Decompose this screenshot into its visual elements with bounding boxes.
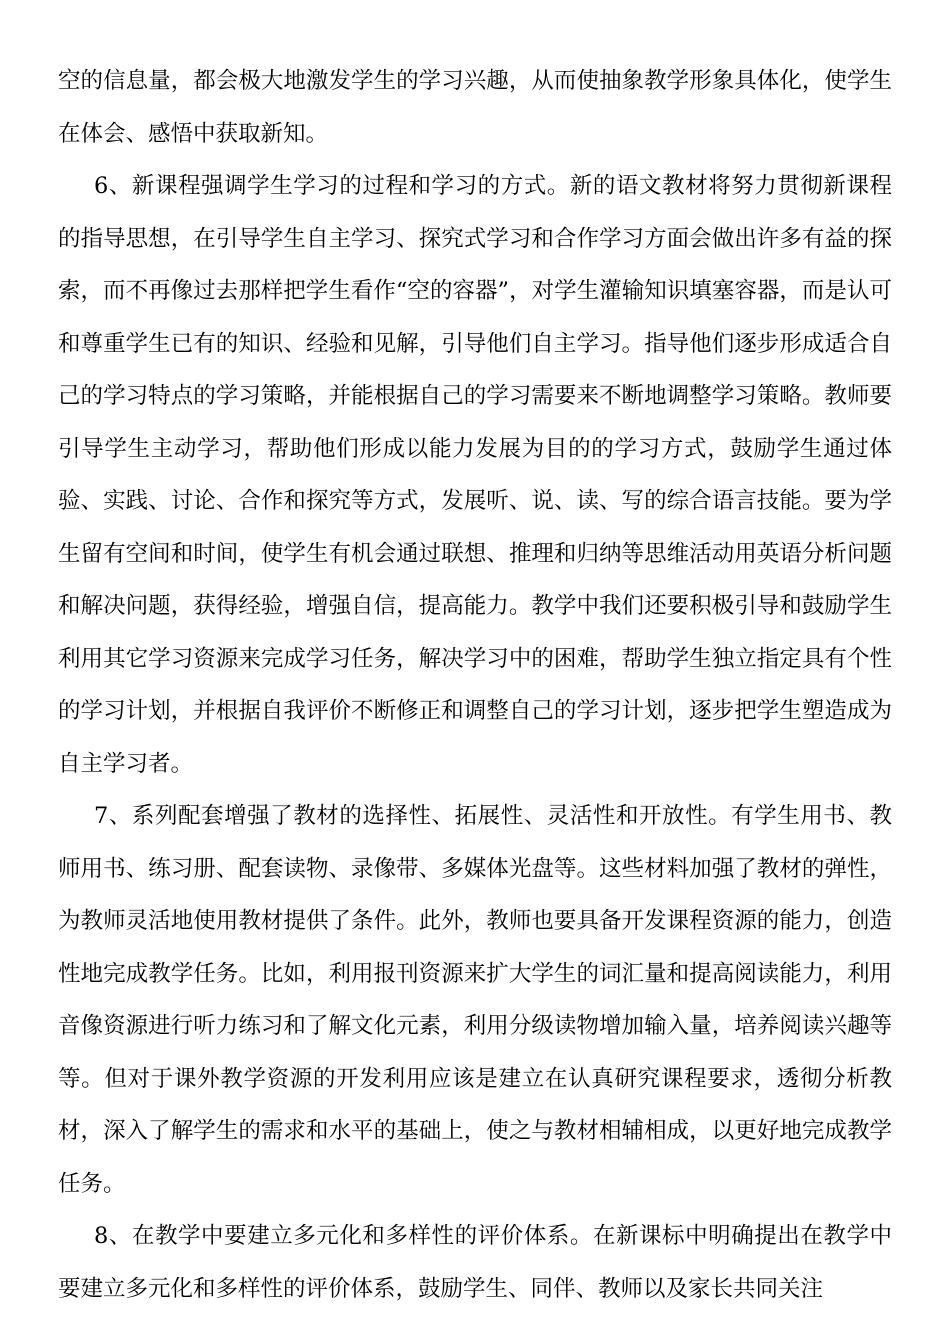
paragraph-item-8: 8、在教学中要建立多元化和多样性的评价体系。在新课标中明确提出在教学中要建立多元化和多样性的评价体系，鼓励学生、同伴、教师以及家长共同关注 — [58, 1223, 892, 1302]
document-page — [58, 55, 892, 1315]
paragraph-item-6: 6、新课程强调学生学习的过程和学习的方式。新的语文教材将努力贯彻新课程的指导思想，在引导学生自主学习、探究式学习和合作学习方面会做出许多有益的探索，而不再像过去那样把学生看作“空的容器”，对学生灌输知识填塞容器，而是认可和尊重学生已有的知识、经验和见解，引导他们自主学习。指导他们逐步形成适合自己的学习特点的学习策略，并能根据自己的学习需要来不断地调整学习策略。教师要引导学生主动学习，帮助他们形成以能力发展为目的的学习方式，鼓励学生通过体验、实践、讨论、合作和探究等方式，发展听、说、读、写的综合语言技能。要为学生留有空间和时间，使学生有机会通过联想、推理和归纳等思维活动用英语分析问题和解决问题，获得经验，增强自信，提高能力。教学中我们还要积极引导和鼓励学生利用其它学习资源来完成学习任务，解决学习中的困难，帮助学生独立指定具有个性的学习计划，并根据自我评价不断修正和调整自己的学习计划，逐步把学生塑造成为自主学习者。 — [58, 173, 892, 777]
paragraph-item-7: 7、系列配套增强了教材的选择性、拓展性、灵活性和开放性。有学生用书、教师用书、练习册、配套读物、录像带、多媒体光盘等。这些材料加强了教材的弹性，为教师灵活地使用教材提供了条件。此外，教师也要具备开发课程资源的能力，创造性地完成教学任务。比如，利用报刊资源来扩大学生的词汇量和提高阅读能力，利用音像资源进行听力练习和了解文化元素，利用分级读物增加输入量，培养阅读兴趣等等。但对于课外教学资源的开发利用应该是建立在认真研究课程要求，透彻分析教材，深入了解学生的需求和水平的基础上，使之与教材相辅相成，以更好地完成教学任务。 — [58, 803, 892, 1197]
paragraph-continuation: 空的信息量，都会极大地激发学生的学习兴趣，从而使抽象教学形象具体化，使学生在体会、感悟中获取新知。 — [58, 68, 892, 147]
